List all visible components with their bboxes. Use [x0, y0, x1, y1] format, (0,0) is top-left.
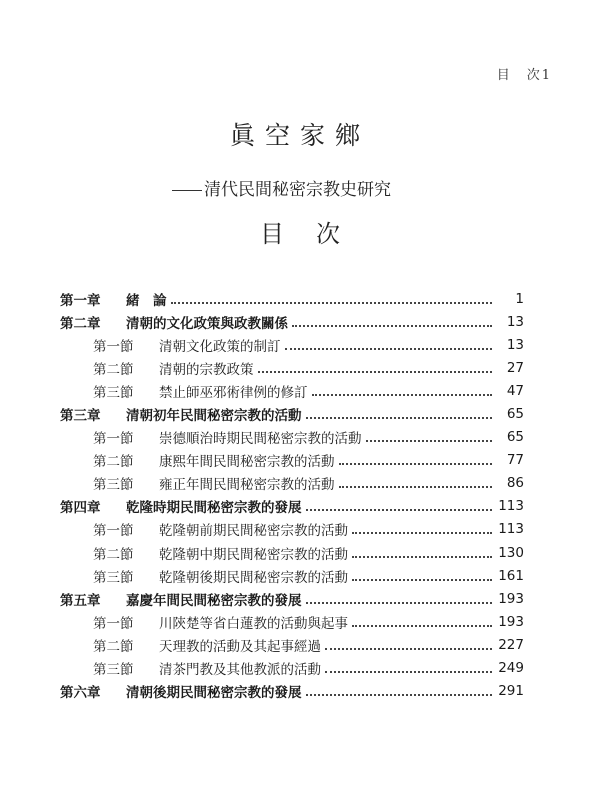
toc-entry-label: 第一節: [93, 431, 134, 448]
toc-entry-title: 雍正年間民間秘密宗教的活動: [159, 477, 335, 494]
toc-entry-page: 65: [506, 406, 524, 423]
toc-entry-title: 清朝的文化政策與政教關係: [126, 315, 288, 332]
toc-entry-page: 13: [506, 313, 524, 330]
dot-leader: [352, 625, 492, 627]
toc-entry-label: 第三節: [93, 662, 134, 679]
dot-leader: [306, 509, 493, 511]
toc-entry[interactable]: [60, 472, 524, 495]
dot-leader: [339, 486, 493, 488]
toc-entry-label: 第一章: [60, 292, 101, 309]
dot-leader: [306, 417, 493, 419]
subtitle-dash: [172, 190, 202, 191]
toc-entry-title: 嘉慶年間民間秘密宗教的發展: [126, 592, 302, 609]
toc-entry-page: 47: [506, 382, 524, 399]
toc-entry-label: 第二章: [60, 315, 101, 332]
toc-entry-label: 第四章: [60, 500, 101, 517]
toc-entry-title: 禁止師巫邪術律例的修訂: [159, 384, 308, 401]
toc-entry-label: 第二節: [93, 454, 134, 471]
toc-entry[interactable]: [60, 541, 524, 564]
toc-entry-page: 227: [498, 636, 524, 653]
toc-entry[interactable]: [60, 610, 524, 633]
toc-entry-title: 乾隆時期民間秘密宗教的發展: [126, 500, 302, 517]
book-subtitle: [172, 175, 391, 200]
toc-entry-page: 193: [498, 613, 524, 630]
dot-leader: [312, 394, 493, 396]
toc-entry-label: 第一節: [93, 523, 134, 540]
dot-leader: [339, 463, 493, 465]
toc-entry-title: 乾隆朝後期民間秘密宗教的活動: [159, 569, 348, 586]
toc-entry[interactable]: [60, 310, 524, 333]
table-of-contents: [60, 287, 524, 703]
toc-entry-label: 第二節: [93, 638, 134, 655]
dot-leader: [352, 556, 492, 558]
toc-entry[interactable]: [60, 680, 524, 703]
toc-entry[interactable]: [60, 587, 524, 610]
dot-leader: [325, 648, 492, 650]
toc-entry[interactable]: [60, 518, 524, 541]
toc-entry[interactable]: [60, 379, 524, 402]
toc-entry-title: 緒 論: [126, 292, 167, 309]
toc-entry[interactable]: [60, 426, 524, 449]
toc-entry-page: 13: [506, 336, 524, 353]
toc-entry-title: 康熙年間民間秘密宗教的活動: [159, 454, 335, 471]
toc-entry[interactable]: [60, 287, 524, 310]
toc-entry-title: 清朝後期民間秘密宗教的發展: [126, 685, 302, 702]
toc-entry-label: 第三節: [93, 477, 134, 494]
toc-heading: 目次: [260, 220, 372, 248]
dot-leader: [366, 440, 493, 442]
toc-entry[interactable]: [60, 449, 524, 472]
toc-entry-label: 第三節: [93, 384, 134, 401]
toc-entry[interactable]: [60, 633, 524, 656]
dot-leader: [285, 348, 493, 350]
dot-leader: [306, 602, 493, 604]
toc-entry-page: 1: [515, 290, 524, 307]
dot-leader: [352, 579, 492, 581]
toc-entry-title: 乾隆朝前期民間秘密宗教的活動: [159, 523, 348, 540]
toc-entry[interactable]: [60, 495, 524, 518]
dot-leader: [171, 302, 493, 304]
toc-entry-title: 清朝文化政策的制訂: [159, 338, 281, 355]
toc-entry-page: 130: [498, 544, 524, 561]
dot-leader: [258, 371, 493, 373]
toc-entry-label: 第一節: [93, 338, 134, 355]
toc-entry-page: 86: [506, 475, 524, 492]
toc-entry-page: 161: [498, 567, 524, 584]
toc-entry[interactable]: [60, 356, 524, 379]
toc-entry-title: 清朝初年民間秘密宗教的活動: [126, 408, 302, 425]
toc-entry-page: 113: [498, 521, 524, 538]
toc-entry[interactable]: [60, 564, 524, 587]
toc-entry-title: 乾隆朝中期民間秘密宗教的活動: [159, 546, 348, 563]
toc-entry-page: 249: [498, 660, 524, 677]
running-header: 目 次1: [496, 68, 552, 83]
toc-entry-page: 113: [498, 498, 524, 515]
book-title: 眞空家鄉: [229, 121, 370, 150]
toc-entry-label: 第五章: [60, 592, 101, 609]
toc-entry-page: 65: [506, 429, 524, 446]
toc-entry-title: 天理教的活動及其起事經過: [159, 638, 321, 655]
dot-leader: [306, 694, 493, 696]
dot-leader: [325, 671, 492, 673]
dot-leader: [352, 532, 492, 534]
toc-entry-label: 第二節: [93, 361, 134, 378]
toc-entry-page: 77: [506, 452, 524, 469]
toc-entry-title: 崇德順治時期民間秘密宗教的活動: [159, 431, 362, 448]
toc-entry-label: 第三章: [60, 408, 101, 425]
subtitle-text: 清代民間秘密宗教史研究: [204, 180, 391, 200]
toc-entry-label: 第三節: [93, 569, 134, 586]
toc-entry-page: 193: [498, 590, 524, 607]
toc-entry-page: 291: [498, 683, 524, 700]
toc-entry[interactable]: [60, 333, 524, 356]
toc-entry-page: 27: [506, 359, 524, 376]
toc-entry-label: 第二節: [93, 546, 134, 563]
toc-entry[interactable]: [60, 402, 524, 425]
toc-entry-title: 清茶門教及其他教派的活動: [159, 662, 321, 679]
toc-entry[interactable]: [60, 657, 524, 680]
toc-entry-title: 川陝楚等省白蓮教的活動與起事: [159, 615, 348, 632]
dot-leader: [292, 325, 492, 327]
toc-entry-title: 清朝的宗教政策: [159, 361, 254, 378]
toc-entry-label: 第六章: [60, 685, 101, 702]
toc-entry-label: 第一節: [93, 615, 134, 632]
